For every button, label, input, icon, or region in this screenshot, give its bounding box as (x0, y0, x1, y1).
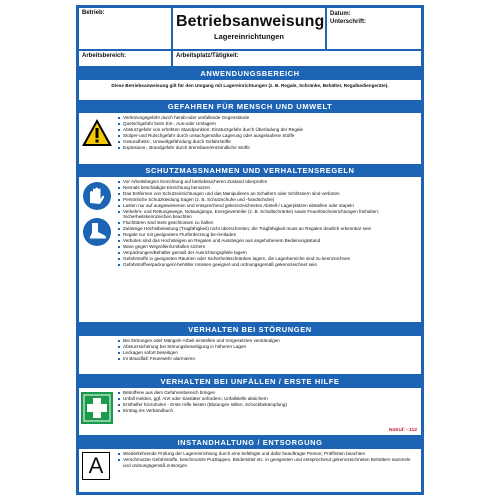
title-block (173, 8, 325, 49)
anwendung-heading: ANWENDUNGSBEREICH (200, 69, 300, 78)
gefahren-body (79, 113, 421, 164)
unterschrift-label: Unterschrift: (330, 19, 367, 25)
stoerungen-body (79, 336, 421, 374)
list-item: Leckagen sofort beseitigen (117, 350, 419, 356)
unfaelle-heading: VERHALTEN BEI UNFÄLLEN / ERSTE HILFE (160, 377, 340, 386)
anwendung-body (79, 80, 421, 100)
list-item: Bei Störungen oder Mängeln Arbeit einstellen und Vorgesetzten verständigen (117, 338, 419, 344)
betrieb-label: Betrieb: (82, 10, 105, 16)
instandhaltung-icon-col (79, 449, 115, 492)
list-item: Verschmutzte Gefahrstoffe, beschmutzte Putzlappen, Bindemittel etc. in geeigneten und entsprechend gekennzeichneten Behältern sammeln und ordnungsgemäß entsorgen (117, 457, 419, 469)
anwendung-text: Diese Betriebsanweisung gilt für den Umgang mit Lagereinrichtungen (z. B. Regale, Schränke, Behälter, Regalbediengeräte). (111, 83, 389, 88)
list-item: Betroffene aus dem Gefahrenbereich bringen (117, 390, 419, 396)
gefahren-icon-col (79, 113, 115, 164)
list-item: Absturzgefahr von erhöhten Standpunkten; Einsturzgefahr durch Überladung der Regale (117, 127, 419, 133)
arbeitsplatz-field[interactable] (173, 51, 421, 66)
list-item: Gefahrstoffe in geeigneten Räumen oder Sicherheitsschränken lagern, die Lagerbereiche sind zu kennzeichnen (117, 256, 419, 262)
safety-boots-mandatory-icon (82, 217, 112, 247)
list-item: Stolper-und Rutschgefahr durch unsachgemäße Lagerung oder ausgelaufene Stoffe (117, 133, 419, 139)
arbeitsbereich-label: Arbeitsbereich: (82, 53, 127, 59)
list-item: Explosions-, Brandgefahr durch brennbare/entzündliche Stoffe (117, 145, 419, 151)
instandhaltung-body (79, 449, 421, 492)
sheet-inner (79, 8, 421, 492)
list-item: Absturzsicherung bei Störungsbeseitigung in höheren Lagen (117, 344, 419, 350)
list-item: Das Entfernen von Schutzeinrichtungen und das Manipulieren an Schaltern oder Schlössern sind verboten (117, 191, 419, 197)
list-item: Verboten sind das Hochsteigen an Regalen und Aussteigen aus angehobenem Bedienungsstand (117, 238, 419, 244)
stoerungen-list (117, 338, 419, 362)
instandhaltung-heading: INSTANDHALTUNG / ENTSORGUNG (177, 438, 323, 447)
instandhaltung-list (117, 451, 419, 469)
list-item: Quetschgefahr beim Ein-, Aus-oder Umlagern (117, 121, 419, 127)
document-subtitle: Lagereinrichtungen (213, 32, 284, 41)
list-item: Unfall melden, ggf. Arzt oder Sanitäter anfordern, Unfallstelle absichern (117, 396, 419, 402)
list-item: Verpackungen/Behälter gemäß der Ausrichtungspfeile lagern (117, 250, 419, 256)
header (79, 8, 421, 64)
list-item: Vor Arbeitsbeginn Einrichtung auf betriebssicheren Zustand überprüfen (117, 179, 419, 185)
betrieb-field[interactable] (79, 8, 171, 49)
datum-field[interactable] (327, 8, 421, 49)
disposal-letter-icon: A (82, 452, 110, 480)
list-item: Fluchttüren sind stets geschlossen zu halten (117, 220, 419, 226)
warning-triangle-icon (80, 117, 114, 149)
first-aid-icon (80, 391, 114, 425)
list-item: Eintrag ins Verbandbuch (117, 408, 419, 414)
unfaelle-body (79, 388, 421, 435)
schutz-heading: SCHUTZMASSNAHMEN UND VERHALTENSREGELN (145, 166, 355, 175)
stoerungen-heading: VERHALTEN BEI STÖRUNGEN (188, 325, 312, 334)
arbeitsplatz-label: Arbeitsplatz/Tätigkeit: (176, 53, 239, 59)
operating-instruction-sheet (76, 5, 424, 495)
emergency-number: Notruf: - 112 (389, 428, 417, 433)
gefahren-list (117, 115, 419, 150)
schutz-list (117, 179, 419, 268)
datum-label: Datum: (330, 11, 351, 17)
list-item: Wiederkehrende Prüfung der Lagereinrichtung durch eine befähigte und dafür beauftragte Person; Prüffristen beachten (117, 451, 419, 457)
list-item: Verkehrs- und Rettungswege, Notausgänge, Energieverteiler (z. B. Schaltschränke) sowie Feuerlöscheinrichtungen freihalten; Sicherheitskennzeichen beachten (117, 209, 419, 221)
unfaelle-icon-col (79, 388, 115, 435)
list-item: Im Brandfall: Feuerwehr alarmieren (117, 356, 419, 362)
list-item: Gefahrstoffverpackungen/-behälter müssen geeignet und ordnungsgemäß gekennzeichnet sein (117, 262, 419, 268)
list-item: Zulässige Höchstbelastung (Tragfähigkeit) nicht überschreiten; die Tragfähigkeit muss an Regalen deutlich erkennbar sein (117, 226, 419, 232)
list-item: Persönliche Schutzkleidung tragen (z. B. Schutzschuhe und -handschuhe) (117, 197, 419, 203)
list-item: Niemals beschädigte Einrichtung benutzen (117, 185, 419, 191)
unfaelle-list (117, 390, 419, 414)
list-item: Ware gegen Wegrollen/Umfallen sichern (117, 244, 419, 250)
list-item: Lasten nur auf ausgewiesenen und entsprechend gekennzeichneten Abstell-/ Lagerplätzen abstellen oder stapeln (117, 203, 419, 209)
document-title: Betriebsanweisung (176, 13, 325, 30)
list-item: Ersthelfer hinzuholen - Erste Hilfe leisten (Blutungen stillen, Schockbekämpfung) (117, 402, 419, 408)
list-item: Verletzungsgefahr durch herab-oder umfallende Gegenstände (117, 115, 419, 121)
arbeitsbereich-field[interactable] (79, 51, 171, 66)
schutz-body (79, 177, 421, 322)
list-item: Regale nur mit geeignetem Flurförderzeug be-/entladen (117, 232, 419, 238)
gefahren-heading: GEFAHREN FÜR MENSCH UND UMWELT (167, 102, 333, 111)
list-item: Gesundheits-, Umweltgefährdung durch Gefahrstoffe (117, 139, 419, 145)
gloves-mandatory-icon (82, 181, 112, 211)
schutz-icon-col (79, 177, 115, 322)
